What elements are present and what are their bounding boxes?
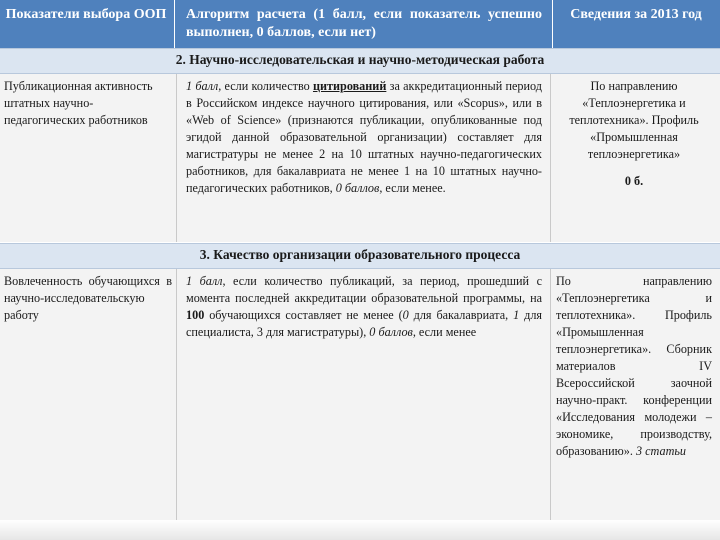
section-2-title: 2. Научно-исследовательская и научно-методическая работа (175, 52, 545, 67)
header-algorithm: Алгоритм расчета (1 балл, если показатель успешно выполнен, 0 баллов, если нет) (186, 7, 542, 40)
algo-text: 1 балл (186, 79, 219, 93)
column-divider (550, 74, 551, 242)
row-info (556, 74, 712, 242)
info-text: По направлению «Теплоэнергетика и теплотехника». Профиль «Промышленная теплоэнергетика» (569, 79, 699, 161)
table-row (0, 74, 720, 242)
algo-text: за аккредитационный период в Российском индексе научного цитирования, или «Scopus», или в «Web of Science» (признаются публикации, опубликованные под эгидой данной образовательной организации) составляет для магистратуры не менее 2 на 10 штатных научно-педагогических работников, для бакалавриата не менее 1 на 10 штатных научно-педагогических работников, (186, 79, 542, 195)
score-value: 0 б. (624, 174, 644, 188)
info-count: 3 статьи (635, 444, 687, 458)
header-indicators: Показатели выбора ООП (5, 7, 167, 22)
algo-text: для бакалавриата, (408, 308, 514, 322)
algo-text: 0 баллов (369, 325, 413, 339)
algo-text: для специалиста, 3 для магистратуры), (186, 308, 543, 339)
algo-text: 0 баллов (335, 181, 380, 195)
row-indicator: Вовлеченность обучающихся в научно-исследовательскую работу (4, 274, 172, 322)
algo-text: , если менее (412, 325, 477, 339)
algo-text: , если менее. (379, 181, 446, 195)
algo-text: 1 (513, 308, 520, 322)
section-3-heading (0, 243, 720, 269)
table-header (0, 0, 720, 48)
column-divider (176, 269, 177, 520)
column-divider (550, 269, 551, 520)
section-3-title: 3. Качество организации образовательного процесса (199, 247, 521, 262)
row-indicator: Публикационная активность штатных научно-педагогических работников (4, 79, 153, 127)
algo-text: цитирований (312, 79, 387, 93)
header-info: Сведения за 2013 год (570, 7, 702, 22)
table-row (0, 269, 720, 520)
column-divider (176, 74, 177, 242)
info-text: По направлению «Теплоэнергетика и теплотехника». Профиль «Промышленная теплоэнергетика». Сборник материалов IV Всероссийской заочной научно-практ. конференции «Исследования молодежи – экономике, производству, образованию». (556, 274, 712, 458)
row-algorithm (186, 74, 542, 242)
header-divider (552, 0, 553, 48)
algo-text: , если количество (218, 79, 313, 93)
algo-text: 0 (402, 308, 409, 322)
algo-text: , если количество публикаций, за период, прошедший с момента последней аккредитации образовательной программы, на (186, 274, 542, 305)
algo-text: 100 (186, 308, 205, 322)
header-divider (174, 0, 175, 48)
row-algorithm (186, 269, 542, 520)
algo-text: обучающихся составляет не менее ( (204, 308, 403, 322)
algo-text: 1 балл (186, 274, 223, 288)
row-info (556, 269, 712, 520)
page-bottom-edge (0, 520, 720, 540)
section-2-heading (0, 48, 720, 74)
